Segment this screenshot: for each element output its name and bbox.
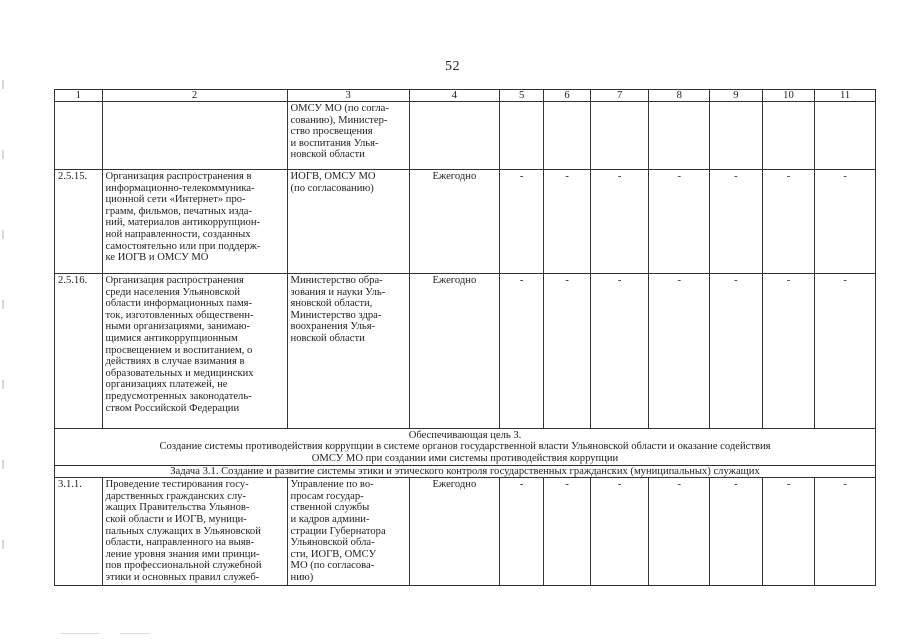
margin-mark [2, 230, 4, 239]
margin-mark [2, 540, 4, 549]
text-line: просам государ- [290, 490, 364, 502]
text-line: МО (по согласова- [290, 560, 375, 572]
text-line: жащих Правительства Ульянов- [105, 502, 250, 514]
header-cell: 4 [409, 90, 499, 102]
header-cell: 2 [102, 90, 287, 102]
cell-dash: - [649, 274, 710, 429]
table-row-continuation [55, 102, 876, 170]
header-cell: 10 [762, 90, 815, 102]
cell-dash: - [649, 478, 710, 585]
text-line: нию) [290, 571, 314, 583]
text-line: этики и основных правил служеб- [105, 571, 260, 583]
text-line: ством Российской Федерации [105, 402, 240, 414]
text-line: пальных служащих в Ульяновской [105, 525, 261, 537]
cell-dash: - [710, 170, 763, 274]
text-line: пов профессиональной служебной [105, 560, 262, 572]
cell-measure [102, 102, 287, 170]
cell-executors [287, 274, 409, 429]
cell-period: Ежегодно [409, 274, 499, 429]
goal-row [55, 429, 876, 466]
text-line: ний, материалов антикоррупцион- [105, 217, 261, 229]
cell-empty [649, 102, 710, 170]
cell-number: 2.5.15. [55, 170, 103, 274]
text-line: самостоятельно или при поддерж- [105, 240, 261, 252]
header-cell: 11 [815, 90, 876, 102]
header-cell: 9 [710, 90, 763, 102]
header-cell: 5 [499, 90, 543, 102]
cell-dash: - [762, 274, 815, 429]
goal-text: Создание системы противодействия коррупции в системе органов государственной власти Ульяновской области и оказание содействия [159, 441, 771, 453]
cell-dash: - [815, 478, 876, 585]
header-cell: 6 [544, 90, 591, 102]
header-cell: 1 [55, 90, 103, 102]
cell-number [55, 102, 103, 170]
text-line: просвещением и воспитанием, о [105, 344, 253, 356]
cell-dash: - [710, 274, 763, 429]
text-line: и воспитания Улья- [290, 137, 379, 149]
text-line: среди населения Ульяновской [105, 286, 241, 298]
cell-empty [815, 102, 876, 170]
text-line: Управление по во- [290, 479, 374, 491]
cell-period: Ежегодно [409, 170, 499, 274]
table-row [55, 274, 876, 429]
text-line: ной направленности, созданных [105, 228, 251, 240]
text-line: ской области и ИОГВ, муници- [105, 514, 247, 525]
text-line: ИОГВ, ОМСУ МО [290, 171, 376, 182]
table-row [55, 170, 876, 274]
text-line: щимися антикоррупционным [105, 332, 238, 344]
cell-dash: - [815, 170, 876, 274]
cell-number: 2.5.16. [55, 274, 103, 429]
text-line: страции Губернатора [290, 525, 386, 537]
margin-mark [2, 80, 4, 89]
text-line: Министерство здра- [290, 309, 382, 321]
cell-dash: - [544, 478, 591, 585]
cell-period: Ежегодно [409, 478, 499, 585]
text-line: дарственных гражданских слу- [105, 490, 246, 502]
cell-dash: - [590, 478, 649, 585]
cell-empty [762, 102, 815, 170]
cell-measure [102, 478, 287, 585]
margin-mark [2, 460, 4, 469]
cell-dash: - [710, 478, 763, 585]
text-line: сти, ИОГВ, ОМСУ [290, 548, 377, 560]
scan-artifact [120, 633, 150, 634]
text-line: информационно-телекоммуника- [105, 182, 255, 194]
cell-dash: - [762, 170, 815, 274]
cell-dash: - [499, 274, 543, 429]
text-line: действиях в случае взимания в [105, 356, 245, 368]
measures-table [54, 89, 876, 586]
cell-dash: - [590, 170, 649, 274]
text-line: области информационных памя- [105, 298, 253, 310]
cell-dash: - [590, 274, 649, 429]
text-line: (по согласованию) [290, 182, 374, 194]
text-line: Ульяновской обла- [290, 537, 375, 549]
cell-executors [287, 102, 409, 170]
text-line: яновской области, [290, 298, 373, 310]
page-number: 52 [445, 59, 460, 74]
cell-measure [102, 170, 287, 274]
text-line: Организация распространения [105, 275, 244, 286]
cell-empty [590, 102, 649, 170]
text-line: Организация распространения в [105, 171, 252, 182]
table-row [55, 478, 876, 585]
text-line: области, направленного на выяв- [105, 537, 255, 549]
text-line: ными организациями, занимаю- [105, 321, 251, 333]
text-line: новской области [290, 149, 365, 161]
cell-number: 3.1.1. [55, 478, 103, 585]
text-line: Проведение тестирования госу- [105, 479, 249, 491]
cell-empty [499, 102, 543, 170]
task-heading: Задача 3.1. Создание и развитие системы этики и этического контроля государственных гражданских (муниципальных) служащих [55, 466, 876, 478]
text-line: Министерство обра- [290, 275, 383, 286]
header-cell: 8 [649, 90, 710, 102]
text-line: ление уровня знания ими принци- [105, 548, 260, 560]
cell-executors [287, 478, 409, 585]
text-line: организациях платежей, не [105, 379, 228, 391]
cell-dash: - [649, 170, 710, 274]
text-line: ОМСУ МО (по согла- [290, 103, 389, 114]
text-line: образовательных и медицинских [105, 367, 254, 379]
text-line: ственной службы [290, 502, 370, 514]
cell-measure [102, 274, 287, 429]
text-line: новской области [290, 332, 365, 344]
text-line: ке ИОГВ и ОМСУ МО [105, 252, 209, 264]
text-line: и кадров админи- [290, 514, 370, 525]
cell-dash: - [544, 170, 591, 274]
cell-dash: - [499, 478, 543, 585]
text-line: предусмотренных законодатель- [105, 390, 252, 402]
goal-title: Обеспечивающая цель 3. [408, 430, 522, 441]
cell-empty [544, 102, 591, 170]
task-row [55, 466, 876, 478]
margin-mark [2, 380, 4, 389]
cell-period [409, 102, 499, 170]
margin-mark [2, 300, 4, 309]
text-line: сованию), Министер- [290, 114, 388, 126]
goal-heading [55, 429, 876, 466]
text-line: ционной сети «Интернет» про- [105, 194, 246, 206]
cell-dash: - [762, 478, 815, 585]
cell-dash: - [815, 274, 876, 429]
cell-empty [710, 102, 763, 170]
goal-text: ОМСУ МО при создании ими системы противодействия коррупции [311, 452, 619, 464]
text-line: ство просвещения [290, 126, 373, 138]
text-line: воохранения Улья- [290, 321, 376, 333]
margin-mark [2, 150, 4, 159]
scan-artifact [60, 633, 100, 634]
cell-dash: - [499, 170, 543, 274]
cell-executors [287, 170, 409, 274]
text-line: ток, изготовленных общественн- [105, 309, 254, 321]
cell-dash: - [544, 274, 591, 429]
header-cell: 7 [590, 90, 649, 102]
header-cell: 3 [287, 90, 409, 102]
text-line: зования и науки Уль- [290, 286, 386, 298]
text-line: грамм, фильмов, печатных изда- [105, 205, 253, 217]
header-row [55, 90, 876, 102]
